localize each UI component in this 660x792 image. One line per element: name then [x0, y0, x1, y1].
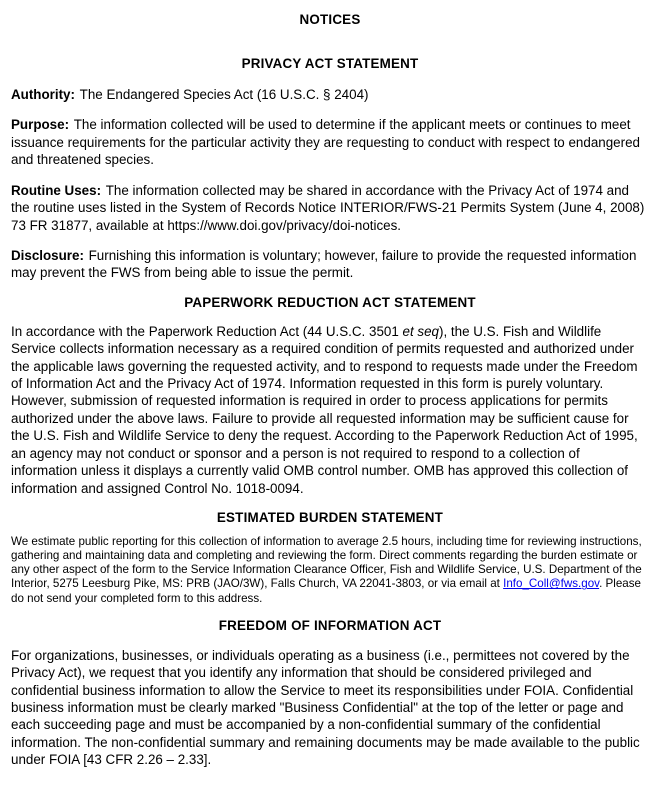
authority-paragraph	[11, 86, 649, 103]
authority-label: Authority:	[11, 87, 75, 102]
disclosure-label: Disclosure:	[11, 247, 84, 263]
burden-text-pre: We estimate public reporting for this collection of information to average 2.5 hours, including time for reviewing instructions, gathering and maintaining data and completing and reviewing the form. Direct comments regarding the burden estimate or any other aspect of the form to the Service Information Clearance Officer, Fish and Wildlife Service, U.S. Department of the Interior, 5275 Leesburg Pike, MS: PRB (JAO/3W), Falls Church, VA 22041-3803, or via email at	[11, 535, 642, 591]
routine-uses-text: The information collected may be shared in accordance with the Privacy Act of 1974 and the routine uses listed in the System of Records Notice INTERIOR/FWS-21 Permits System (June 4, 2008) 73 FR 31877, available at https://www.doi.gov/privacy/doi-notices.	[11, 182, 645, 233]
paperwork-text-post: ), the U.S. Fish and Wildlife Service collects information necessary as a required condition of permits requested and authorized under the applicable laws governing the requested activity, and to respond to requests made under the Freedom of Information Act and the Privacy Act of 1974. Information requested in this form is purely voluntary. However, submission of requested information is required in order to process applications for permits authorized under the above laws. Failure to provide all requested information may be sufficient cause for the U.S. Fish and Wildlife Service to deny the request. According to the Paperwork Reduction Act of 1995, an agency may not conduct or sponsor and a person is not required to respond to a collection of information unless it displays a currently valid OMB control number. OMB has approved this collection of information and assigned Control No. 1018-0094.	[11, 323, 638, 496]
foia-paragraph	[11, 647, 649, 769]
purpose-text: The information collected will be used to determine if the applicant meets or continues to meet issuance requirements for the particular activity they are requesting to conduct with respect to endangered and threatened species.	[11, 117, 640, 168]
burden-paragraph	[11, 535, 649, 606]
disclosure-text: Furnishing this information is voluntary; however, failure to provide the requested information may prevent the FWS from being able to issue the permit.	[11, 247, 637, 281]
routine-uses-label: Routine Uses:	[11, 182, 102, 198]
purpose-label: Purpose:	[11, 117, 70, 133]
paperwork-text-italic: et seq	[402, 323, 439, 339]
privacy-act-heading: PRIVACY ACT STATEMENT	[241, 56, 419, 71]
foia-heading: FREEDOM OF INFORMATION ACT	[218, 617, 442, 633]
estimated-burden-heading: ESTIMATED BURDEN STATEMENT	[216, 510, 444, 526]
email-link[interactable]: Info_Coll@fws.gov	[503, 577, 600, 591]
paperwork-paragraph	[11, 323, 649, 497]
paperwork-text-pre: In accordance with the Paperwork Reduction Act (44 U.S.C. 3501	[11, 323, 403, 339]
page-title: NOTICES	[299, 12, 361, 27]
foia-text: For organizations, businesses, or individuals operating as a business (i.e., permittees not covered by the Privacy Act), we request that you identify any information that should be considered privileged and confidential business information to allow the Service to meet its responsibilities under FOIA. Confidential business information must be clearly marked "Business Confidential" at the top of the letter or page and each succeeding page and must be accompanied by a non-confidential summary of the confidential information. The non-confidential summary and remaining documents may be made available to the public under FOIA [43 CFR 2.26 – 2.33].	[11, 647, 640, 768]
paperwork-reduction-heading: PAPERWORK REDUCTION ACT STATEMENT	[184, 294, 476, 310]
burden-text-post: . Please do not send your completed form to this address.	[11, 577, 641, 605]
routine-uses-paragraph	[11, 182, 649, 234]
purpose-paragraph	[11, 116, 649, 168]
disclosure-paragraph	[11, 247, 649, 282]
authority-text: The Endangered Species Act (16 U.S.C. § 2404)	[79, 87, 369, 102]
